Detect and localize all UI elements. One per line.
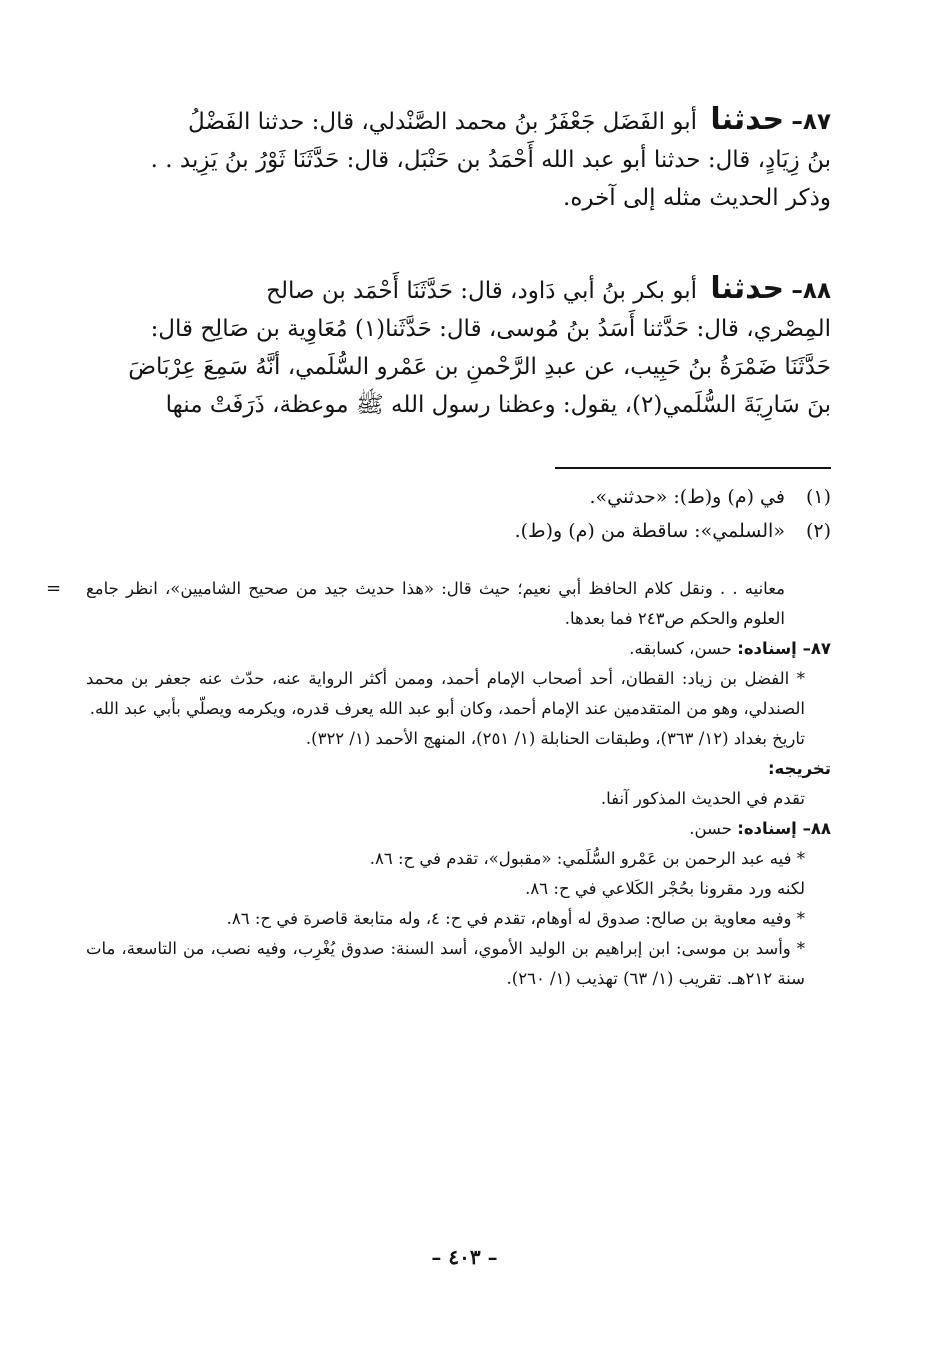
commentary-continuation: معانيه . . ونقل كلام الحافظ أبي نعيم؛ حيث قال: «هذا حديث جيد من صحيح الشاميين»، انظر جامع العلوم والحكم ص٢٤٣ فما بعدها. (86, 579, 785, 628)
commentary (86, 574, 831, 994)
continuation-marker: = (46, 578, 62, 599)
abdrahman-note-2: لكنه ورد مقرونا بحُجْر الكَلاعي في ح: ٨٦. (525, 879, 805, 898)
fadl-refs: تاريخ بغداد (١٢/ ٣٦٣)، وطبقات الحنابلة (١/ ٢٥١)، المنهج الأحمد (١/ ٣٢٢). (305, 729, 805, 748)
fadl-bio: * الفضل بن زياد: القطان، أحد أصحاب الإمام أحمد، وممن أكثر الرواية عنه، حدّث عنه جعفر بن محمد الصندلي، وهو من المتقدمين عند الإمام أحمد، وكان أبو عبد الله يعرف قدره، ويكرمه ويصلّي بأبي عبد الله. (86, 669, 805, 718)
hadith-88-number: ٨٨– (791, 278, 831, 304)
muawiya-note: * وفيه معاوية بن صالح: صدوق له أوهام، تقدم في ح: ٤، وله متابعة قاصرة في ح: ٨٦. (226, 909, 805, 928)
footnote-1 (91, 480, 831, 514)
hadith-87-text-1: أبو الفَضَل جَعْفَرُ بنُ محمد الصَّنْدلي، قال: حدثنا الفَضْلُ (187, 109, 698, 135)
footnotes (91, 480, 831, 548)
hadith-87-line-1 (91, 101, 831, 141)
hadith-87-label: حدثنا (710, 102, 785, 137)
hadith-88-line-1 (91, 270, 831, 310)
asad-note: * وأسد بن موسى: ابن إبراهيم بن الوليد الأموي، أسد السنة: صدوق يُغْرِب، وفيه نصب، من التاسعة، مات سنة ٢١٢هـ. تقريب (١/ ٦٣) تهذيب (١/ ٢٦٠). (86, 939, 805, 988)
hadith-87-line-3: وذكر الحديث مثله إلى آخره. (563, 185, 831, 211)
footnote-2-label: (٢) (805, 520, 831, 542)
footnote-1-text: في (م) و(ط): «حدثني». (589, 486, 785, 508)
hadith-87 (91, 101, 831, 217)
takhrij-text: تقدم في الحديث المذكور آنفا. (600, 789, 805, 808)
isnad-88 (86, 814, 831, 844)
hadith-88 (91, 270, 831, 424)
footnote-2-text: «السلمي»: ساقطة من (م) و(ط). (514, 520, 785, 542)
isnad-87 (86, 634, 831, 664)
footnote-2 (91, 514, 831, 548)
isnad-88-label: ٨٨– إسناده: (737, 819, 831, 838)
hadith-87-line-2: بنُ زِيَادٍ، قال: حدثنا أبو عبد الله أَحْمَدُ بن حَنْبَل، قال: حَدَّثَنَا ثَوْرُ بنُ يَزِيد . . (150, 147, 831, 173)
hadith-88-line-3: حَدَّثَنَا ضَمْرَةُ بنُ حَبِيب، عن عبدِ الرَّحْمنِ بن عَمْرو السُّلَمي، أنَّهُ سَمِعَ عِرْبَاضَ (128, 354, 831, 380)
footnote-rule (555, 467, 831, 469)
hadith-88-line-2: المِصْري، قال: حَدَّثنا أَسَدُ بنُ مُوسى، قال: حَدَّثَنا(١) مُعَاوِية بن صَالِح قال: (150, 316, 831, 342)
isnad-87-text: حسن، كسابقه. (629, 639, 732, 658)
hadith-88-text-1: أبو بكر بنُ أبي دَاود، قال: حَدَّثَنَا أَحْمَد بن صالح (266, 278, 698, 304)
footnote-1-label: (١) (805, 486, 831, 508)
takhrij-label: تخريجه: (767, 759, 831, 778)
takhrij-heading (86, 754, 831, 784)
hadith-87-number: ٨٧– (791, 109, 831, 135)
hadith-88-line-4: بنَ سَارِيَةَ السُّلَمي(٢)، يقول: وعظنا رسول الله ﷺ موعظة، ذَرَفَتْ منها (165, 392, 831, 418)
isnad-88-text: حسن. (689, 819, 732, 838)
abdrahman-note: * فيه عبد الرحمن بن عَمْرو السُّلَمي: «مقبول»، تقدم في ح: ٨٦. (369, 849, 805, 868)
hadith-88-label: حدثنا (710, 271, 785, 306)
page-number: – ٤٠٣ – (431, 1245, 498, 1269)
isnad-87-label: ٨٧– إسناده: (737, 639, 831, 658)
